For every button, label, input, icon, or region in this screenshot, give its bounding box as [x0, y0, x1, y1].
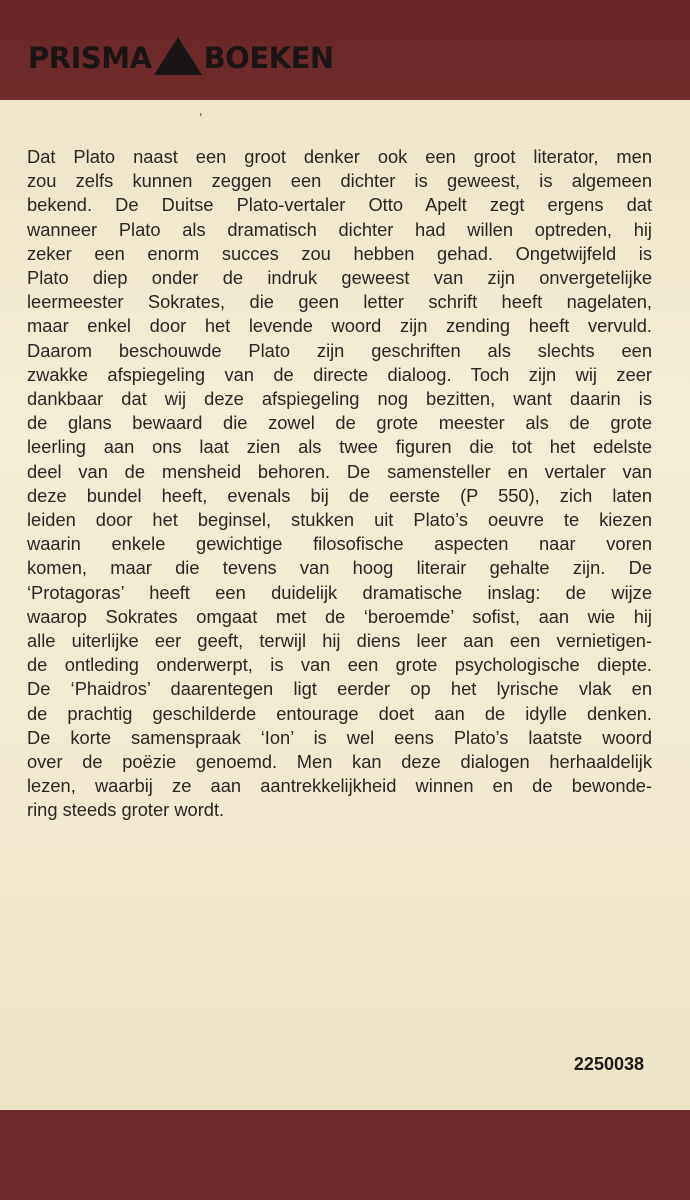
blurb-line: leiden door het beginsel, stukken uit Plato’s oeuvre te kiezen	[27, 509, 652, 531]
blurb-text	[27, 145, 652, 823]
blurb-line: ‘Protagoras’ heeft een duidelijk dramatische inslag: de wijze	[27, 581, 652, 603]
blurb-line: deze bundel heeft, evenals bij de eerste (P 550), zich laten	[27, 484, 652, 506]
blurb-line: dankbaar dat wij deze afspiegeling nog bezitten, want daarin is	[27, 388, 652, 410]
blurb-line: ring steeds groter wordt.	[27, 799, 225, 821]
blurb-line: Daarom beschouwde Plato zijn geschriften als slechts een	[27, 339, 652, 361]
blurb-line: De korte samenspraak ‘Ion’ is wel eens Plato’s laatste woord	[27, 726, 652, 748]
blurb-line: de prachtig geschilderde entourage doet aan de idylle denken.	[27, 702, 652, 724]
blurb-line: zeker een enorm succes zou hebben gehad. Ongetwijfeld is	[27, 242, 652, 264]
blurb-line: alle uiterlijke eer geeft, terwijl hij diens leer aan een vernietigen-	[27, 630, 652, 652]
blurb-line: maar enkel door het levende woord zijn zending heeft vervuld.	[27, 315, 652, 337]
blurb-line: waarop Sokrates omgaat met de ‘beroemde’ sofist, aan wie hij	[27, 605, 652, 627]
publisher-name-right: BOEKEN	[203, 41, 334, 75]
blurb-line: over de poëzie genoemd. Men kan deze dialogen herhaaldelijk	[27, 751, 652, 773]
blurb-line: Dat Plato naast een groot denker ook een groot literator, men	[27, 146, 652, 167]
blurb-line: waarin enkele gewichtige filosofische aspecten naar voren	[27, 533, 652, 555]
blurb-line: leermeester Sokrates, die geen letter schrift heeft nagelaten,	[27, 291, 652, 313]
blurb-line: bekend. De Duitse Plato-vertaler Otto Apelt zegt ergens dat	[27, 194, 652, 216]
blurb-line: lezen, waarbij ze aan aantrekkelijkheid winnen en de bewonde-	[27, 775, 652, 797]
blurb-line: De ‘Phaidros’ daarentegen ligt eerder op het lyrische vlak en	[27, 678, 652, 700]
catalog-number: 2250038	[573, 1054, 644, 1074]
blurb-line: zou zelfs kunnen zeggen een dichter is geweest, is algemeen	[27, 170, 652, 192]
blurb-line: Plato diep onder de indruk geweest van zijn onvergetelijke	[27, 267, 652, 289]
blurb-line: deel van de mensheid behoren. De samensteller en vertaler van	[27, 460, 652, 482]
triangle-icon	[154, 37, 202, 75]
blurb-line: zwakke afspiegeling van de directe dialoog. Toch zijn wij zeer	[27, 363, 652, 385]
blurb-line: wanneer Plato als dramatisch dichter had willen optreden, hij	[27, 218, 652, 240]
top-band	[0, 0, 690, 100]
blurb-line: de glans bewaard die zowel de grote meester als de grote	[27, 412, 652, 434]
blurb-line: de ontleding onderwerpt, is van een grote psychologische diepte.	[27, 654, 652, 676]
publisher-logo	[28, 38, 334, 78]
printing-mark: ˒	[198, 104, 204, 121]
blurb-line: komen, maar die tevens van hoog literair gehalte zijn. De	[27, 557, 652, 579]
blurb-line: leerling aan ons laat zien als twee figuren die tot het edelste	[27, 436, 652, 458]
publisher-name-left: PRISMA	[28, 41, 152, 75]
bottom-band	[0, 1110, 690, 1200]
